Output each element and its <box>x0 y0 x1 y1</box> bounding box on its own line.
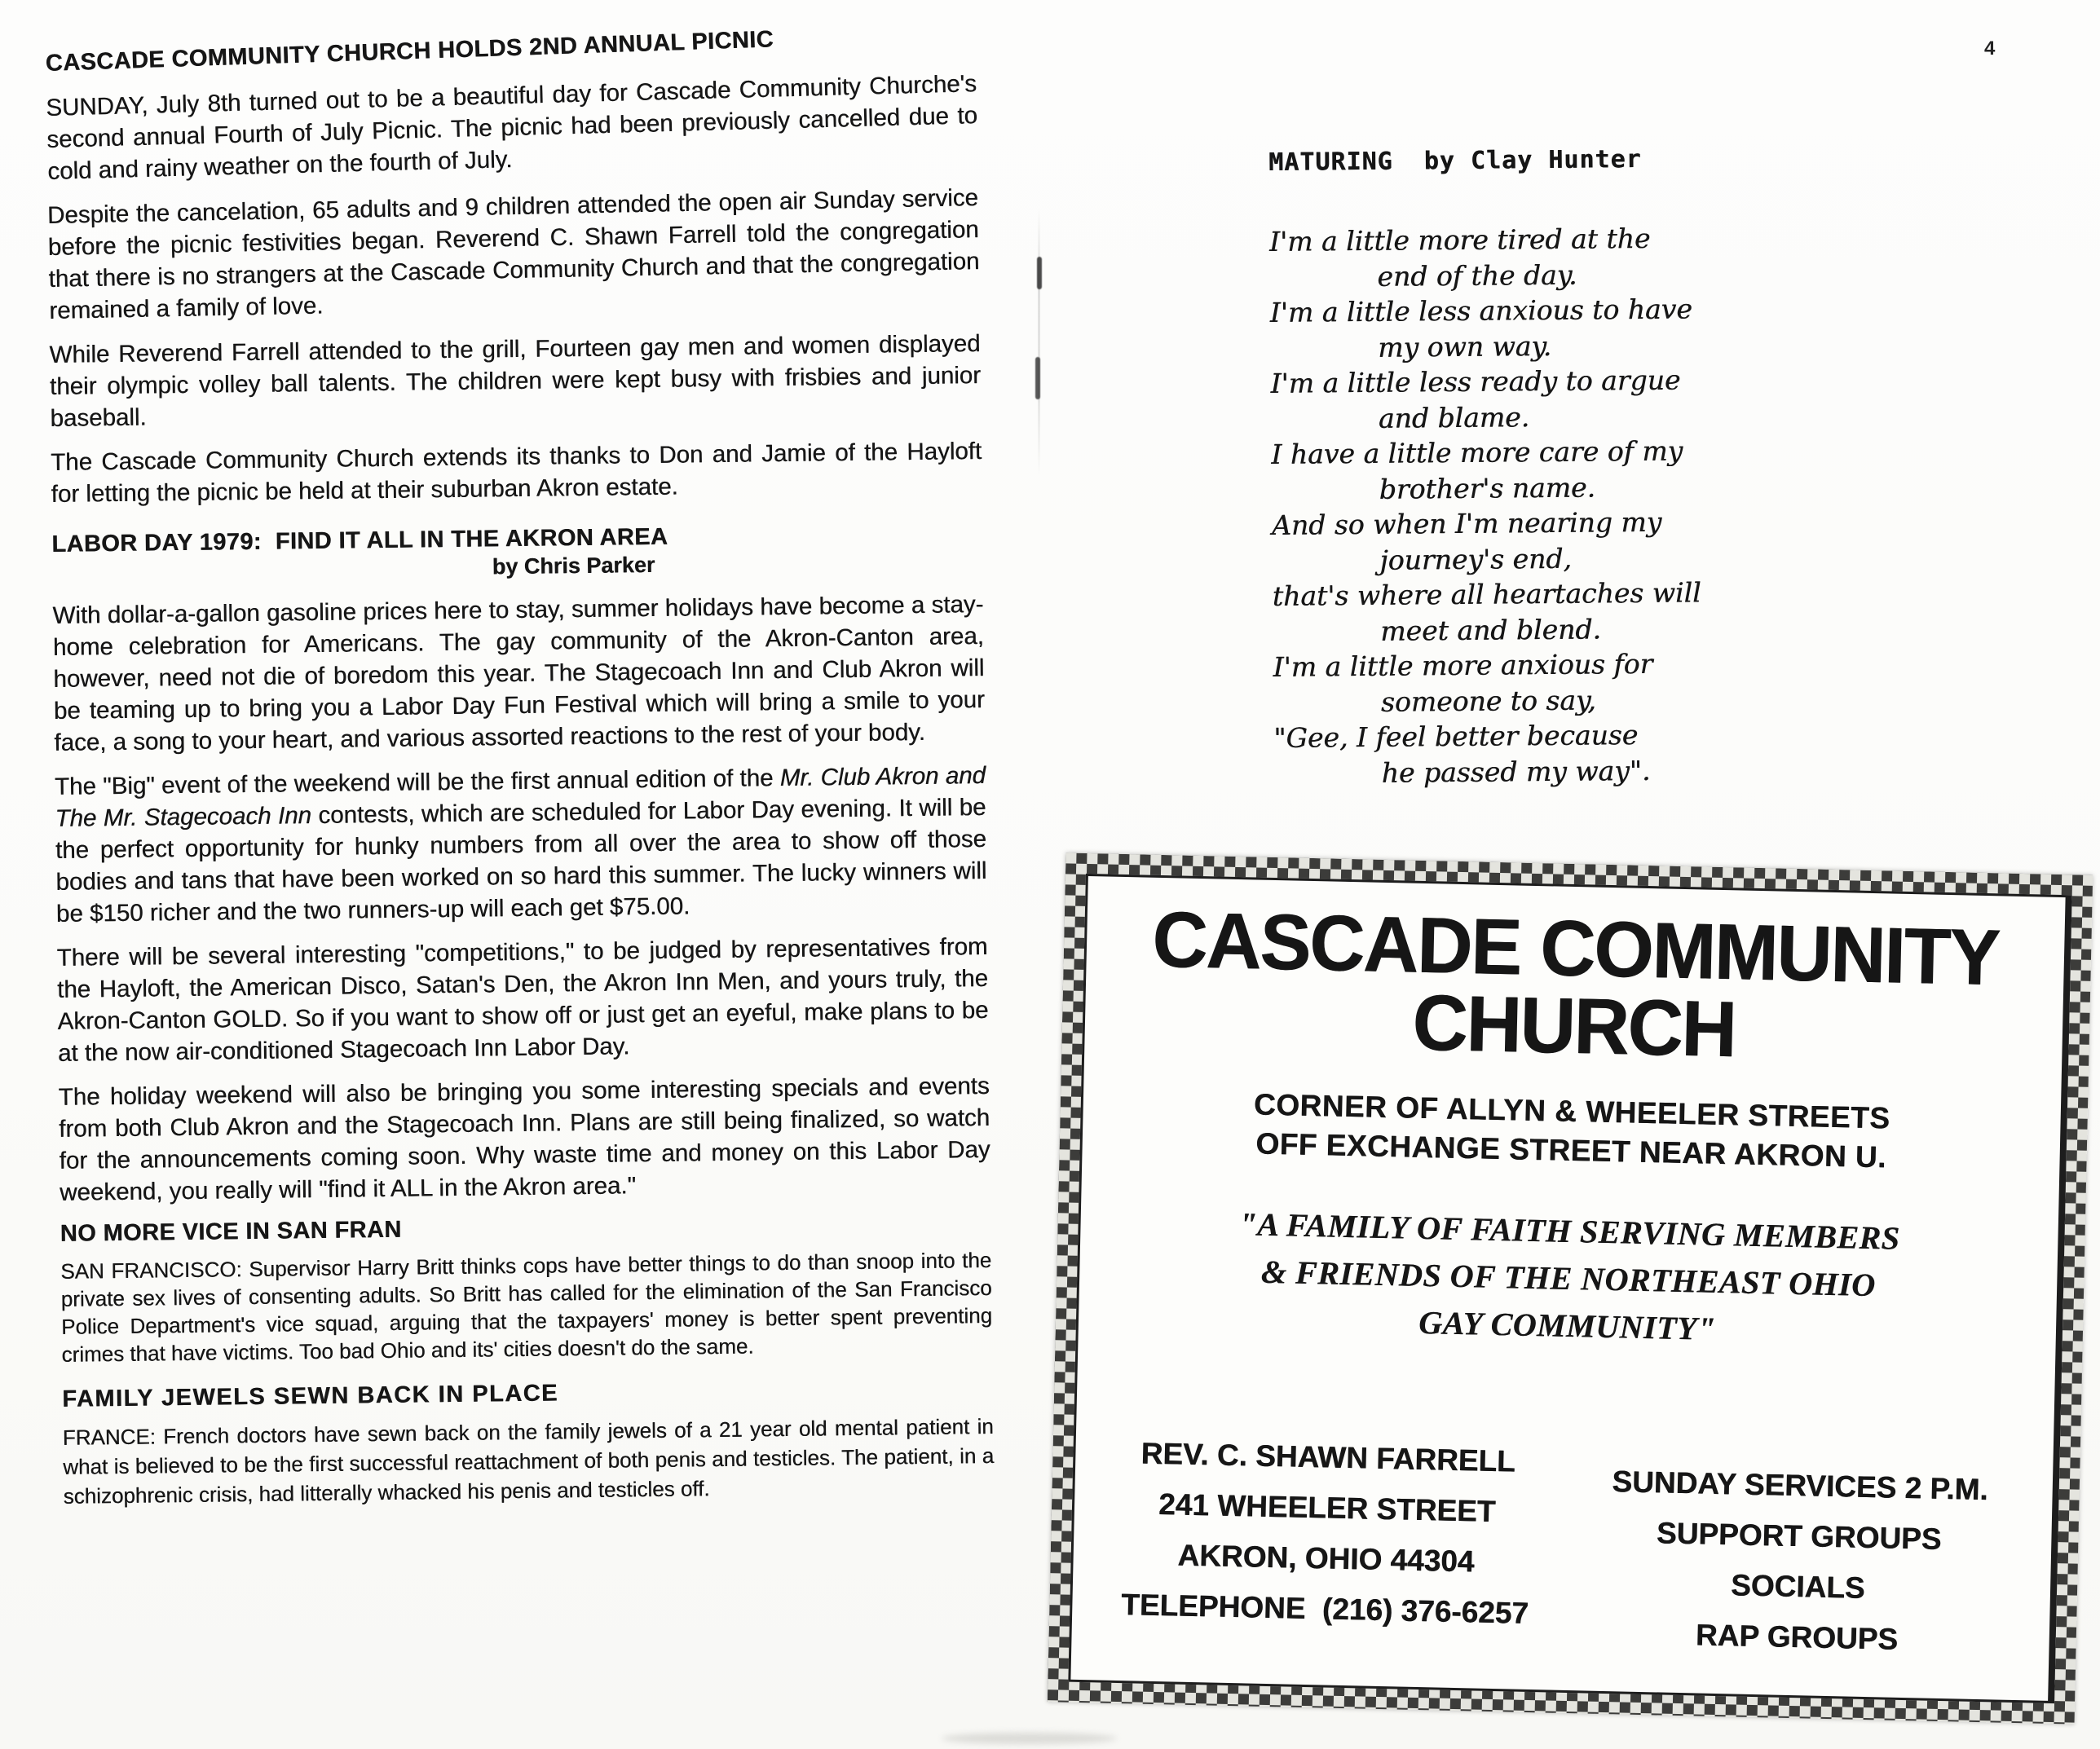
paragraph-text: The "Big" event of the weekend will be the first annual edition of the <box>54 764 780 800</box>
left-column <box>45 26 995 1516</box>
poem-line: I'm a little less ready to argue <box>1270 363 1681 399</box>
article-labor-day-paragraph: With dollar-a-gallon gasoline prices here to stay, summer holidays have become a stay-home celebration for Americans. The gay community of the Akron-Canton area, however, need not die of boredom this year. The Stagecoach Inn and Club Akron will be teaming up to bring you a Labor Day Fun Festival which will bring a smile to your face, a song to your heart, and various assorted reactions to the rest of your body. <box>52 590 986 756</box>
ad-tagline-line: GAY COMMUNITY" <box>1418 1304 1717 1347</box>
article-vice-headline: NO MORE VICE IN SAN FRAN <box>60 1216 402 1247</box>
article-jewels-headline: FAMILY JEWELS SEWN BACK IN PLACE <box>62 1380 559 1412</box>
article-labor-day-byline: by Chris Parker <box>492 552 655 579</box>
ad-service-line: SUNDAY SERVICES 2 P.M. <box>1611 1465 1989 1507</box>
poem-line: meet and blend. <box>1379 612 1602 647</box>
poem-title: MATURING by Clay Hunter <box>1268 145 1642 177</box>
page-number: 4 <box>1984 37 1996 59</box>
ad-location <box>1098 1082 2045 1180</box>
ad-service-line: RAP GROUPS <box>1695 1618 1899 1656</box>
church-ad <box>1048 852 2093 1724</box>
poem-line: I'm a little more anxious for <box>1273 647 1653 683</box>
poem-line: And so when I'm nearing my <box>1271 505 1662 541</box>
paragraph-italic-text: Mr. Club Akron and The Mr. Stagecoach Inn <box>55 761 986 832</box>
ad-greek-key-border <box>1048 852 2093 1724</box>
article-labor-day-paragraph: There will be several interesting "competitions," to be judged by representatives from the Hayloft, the American Disco, Satan's Den, the Akron Inn Men, and yours truly, the Akron-Canton GOLD. So if you want to show off or just get an eyeful, make plans to be at the now air-conditioned Stagecoach Inn Labor Day. <box>56 932 989 1067</box>
poem-line: I'm a little more tired at the <box>1268 222 1651 258</box>
ad-tagline-line: & FRIENDS OF THE NORTHEAST OHIO <box>1260 1253 1877 1304</box>
ad-contact-line: AKRON, OHIO 44304 <box>1177 1538 1475 1579</box>
page-fold-line <box>1038 208 1040 477</box>
article-picnic-headline: CASCADE COMMUNITY CHURCH HOLDS 2ND ANNUAL PICNIC <box>45 26 774 77</box>
poem-lines <box>1269 218 2008 791</box>
ad-content <box>1068 874 2071 1703</box>
poem-line: brother's name. <box>1379 471 1596 505</box>
poem-line: my own way. <box>1377 329 1552 363</box>
scan-smudge <box>942 1733 1117 1744</box>
poem-line: journey's end, <box>1379 542 1573 576</box>
ad-contact-line: TELEPHONE (216) 376-6257 <box>1120 1588 1529 1631</box>
article-labor-day-paragraph <box>55 760 987 930</box>
poem-line: I have a little more care of my <box>1271 434 1683 470</box>
article-labor-day-paragraph: The holiday weekend will also be bringing you some interesting specials and events from both Club Akron and the Stagecoach Inn. Plans are still being finalized, so watch for the announcements coming soon. Why waste time and money on this Labor Day weekend, you really will "find it ALL in the Akron area." <box>58 1072 990 1206</box>
ad-location-line: CORNER OF ALLYN & WHEELER STREETS <box>1253 1087 1890 1135</box>
ad-contact-line: REV. C. SHAWN FARRELL <box>1140 1436 1516 1478</box>
article-labor-day-headline: LABOR DAY 1979: FIND IT ALL IN THE AKRON AREA <box>51 523 668 557</box>
article-picnic-paragraph: SUNDAY, July 8th turned out to be a beautiful day for Cascade Community Churche's second annual Fourth of July Picnic. The picnic had been previously cancelled due to cold and rainy weather on the fourth of July. <box>45 70 978 185</box>
article-picnic-paragraph: While Reverend Farrell attended to the grill, Fourteen gay men and women displayed their olympic volley ball talents. The children were kept busy with frisbies and junior baseball. <box>49 330 982 432</box>
poem-line: that's where all heartaches will <box>1272 576 1701 612</box>
page-fold-mark <box>1037 257 1042 289</box>
poem-line: and blame. <box>1378 400 1530 434</box>
ad-church-name-line1: CASCADE COMMUNITY <box>1151 894 2000 1002</box>
paragraph-text: contests, which are scheduled for Labor Day evening. It will be the perfect opportunity for hunky numbers from all over the area to show off those bodies and tans that have been worked on so hard this summer. The lucky winners will be $150 richer and the two runners-up will each get $75.00. <box>55 793 987 927</box>
ad-location-line: OFF EXCHANGE STREET NEAR AKRON U. <box>1255 1126 1887 1174</box>
ad-contact-line: 241 WHEELER STREET <box>1158 1487 1496 1529</box>
poem-line: someone to say, <box>1380 684 1596 718</box>
ad-service-line: SUPPORT GROUPS <box>1656 1516 1942 1557</box>
poem-line: I'm a little less anxious to have <box>1269 293 1692 328</box>
page-fold-mark <box>1035 357 1040 399</box>
ad-services-block <box>1560 1456 2037 1668</box>
ad-contact-block <box>1088 1427 1564 1658</box>
ad-bottom-row <box>1088 1427 2037 1667</box>
article-picnic-paragraph: Despite the cancelation, 65 adults and 9 children attended the open air Sunday service before the picnic festivities began. Reverend C. Shawn Farrell told the congregation that there is no strangers at the Cascade Community Church and that the congregation remained a family of love. <box>46 184 980 324</box>
ad-tagline-line: "A FAMILY OF FAITH SERVING MEMBERS <box>1238 1205 1900 1257</box>
poem-line: he passed my way". <box>1381 754 1651 789</box>
article-vice-body: SAN FRANCISCO: Supervisor Harry Britt thinks cops have better things to do than snoop into the private sex lives of consenting adults. So Britt has called for the elimination of the San Francisco Police Department's vice squad, arguing that the taxpayers' money is better spent preventing crimes that have victims. Too bad Ohio and its' cities doesn't do the same. <box>60 1247 993 1367</box>
poem-line: end of the day. <box>1377 258 1577 293</box>
article-picnic-paragraph: The Cascade Community Church extends its thanks to Don and Jamie of the Hayloft for letting the picnic be held at their suburban Akron estate. <box>50 438 982 508</box>
ad-service-line: SOCIALS <box>1730 1568 1865 1606</box>
poem-maturing <box>1268 142 2008 791</box>
poem-line: "Gee, I feel better because <box>1273 719 1639 754</box>
article-jewels-body: FRANCE: French doctors have sewn back on the family jewels of a 21 year old mental patient in what is believed to be the first successful reattachment of both penis and testicles. The patient, in a schizophrenic crisis, had litterally whacked his penis and testicles off. <box>62 1413 995 1509</box>
ad-tagline <box>1095 1197 2043 1359</box>
ad-church-name-line2: CHURCH <box>1411 977 1736 1074</box>
